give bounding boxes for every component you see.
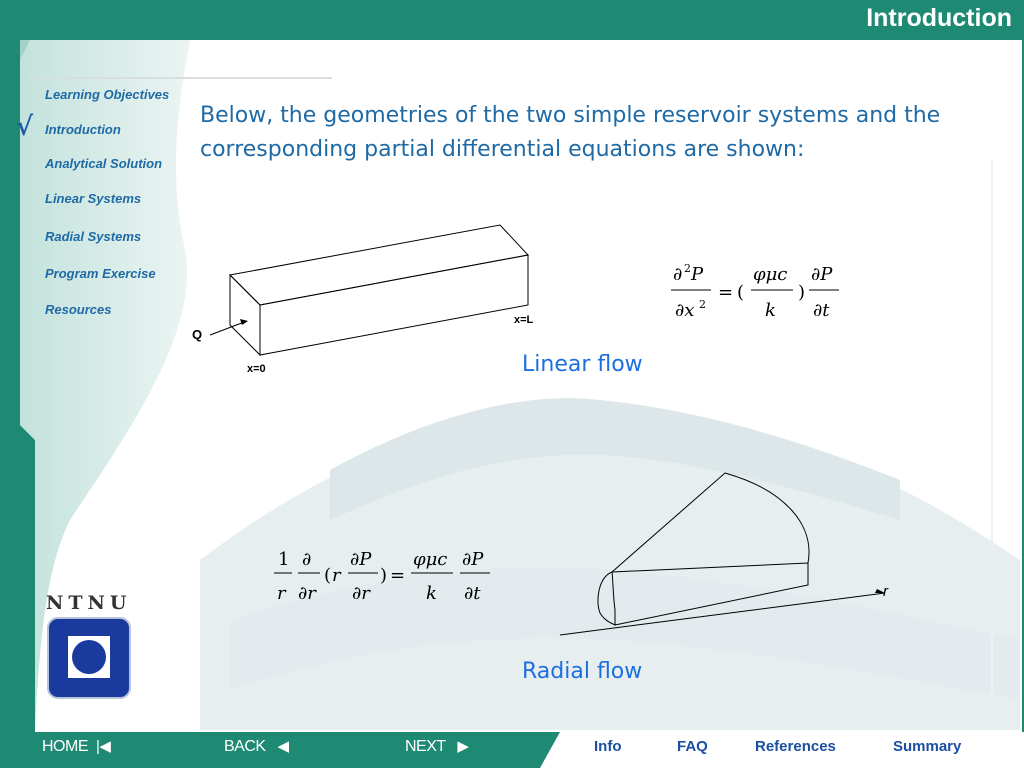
- svg-text:∂: ∂: [673, 264, 683, 285]
- svg-text:∂t: ∂t: [464, 583, 481, 604]
- linear-flow-caption: Linear flow: [522, 352, 643, 377]
- svg-text:(: (: [324, 565, 332, 586]
- radial-flow-equation: [270, 543, 500, 613]
- sidebar-item-learning-objectives[interactable]: Learning Objectives: [45, 87, 170, 102]
- linear-x0-label: x=0: [247, 363, 266, 375]
- svg-text:2: 2: [684, 262, 691, 275]
- page-title: Introduction: [866, 4, 1012, 32]
- sidebar-item-linear-systems[interactable]: Linear Systems: [45, 191, 142, 206]
- check-mark-icon: √: [16, 112, 34, 142]
- back-label: BACK: [224, 738, 266, 755]
- svg-text:∂r: ∂r: [352, 583, 370, 604]
- svg-text:r: r: [277, 583, 286, 604]
- svg-text:φμc: φμc: [753, 264, 788, 285]
- linear-flow-equation: [665, 258, 845, 328]
- svg-text:r: r: [332, 565, 341, 586]
- svg-text:=: =: [718, 282, 734, 303]
- faq-link[interactable]: FAQ: [677, 738, 708, 755]
- radial-flow-caption: Radial flow: [522, 659, 643, 684]
- svg-text:∂: ∂: [302, 549, 312, 570]
- radial-r-label: r: [883, 583, 888, 600]
- sidebar-item-analytical-solution[interactable]: Analytical Solution: [45, 156, 163, 171]
- svg-text:∂P: ∂P: [462, 549, 484, 570]
- sidebar-item-introduction[interactable]: Introduction: [45, 122, 121, 137]
- next-arrow-icon: ▶: [457, 738, 469, 755]
- svg-text:∂t: ∂t: [813, 300, 830, 321]
- back-arrow-icon: ◀: [277, 738, 289, 755]
- ntnu-logo-text: NTNU: [46, 592, 132, 614]
- sidebar-item-radial-systems[interactable]: Radial Systems: [45, 229, 142, 244]
- home-icon: |◀: [95, 738, 111, 755]
- home-button[interactable]: [42, 737, 110, 756]
- svg-text:): ): [380, 565, 388, 586]
- linear-q-label: Q: [192, 327, 203, 342]
- linear-reservoir-diagram: [200, 215, 560, 375]
- svg-text:2: 2: [699, 298, 706, 311]
- svg-text:∂P: ∂P: [811, 264, 833, 285]
- svg-text:φμc: φμc: [413, 549, 448, 570]
- radial-reservoir-diagram: [555, 465, 895, 640]
- svg-text:∂P: ∂P: [350, 549, 372, 570]
- references-link[interactable]: References: [755, 738, 836, 755]
- home-label: HOME: [42, 738, 88, 755]
- svg-text:=: =: [390, 565, 406, 586]
- sidebar-item-resources[interactable]: Resources: [45, 302, 112, 317]
- svg-text:k: k: [426, 583, 437, 604]
- svg-text:P: P: [691, 264, 704, 285]
- svg-text:): ): [798, 282, 806, 303]
- sidebar-item-program-exercise[interactable]: Program Exercise: [45, 266, 156, 281]
- next-button[interactable]: [405, 737, 468, 756]
- svg-text:1: 1: [278, 549, 290, 570]
- next-label: NEXT: [405, 738, 446, 755]
- intro-paragraph: Below, the geometries of the two simple reservoir systems and the corresponding partial differential equations are shown:: [200, 103, 941, 162]
- svg-text:∂x: ∂x: [675, 300, 695, 321]
- back-button[interactable]: [224, 737, 289, 756]
- summary-link[interactable]: Summary: [893, 738, 962, 755]
- svg-text:(: (: [737, 282, 745, 303]
- svg-text:∂r: ∂r: [298, 583, 316, 604]
- linear-xl-label: x=L: [514, 314, 534, 326]
- ntnu-logo-icon: [46, 616, 132, 700]
- info-link[interactable]: Info: [594, 738, 622, 755]
- svg-text:k: k: [765, 300, 776, 321]
